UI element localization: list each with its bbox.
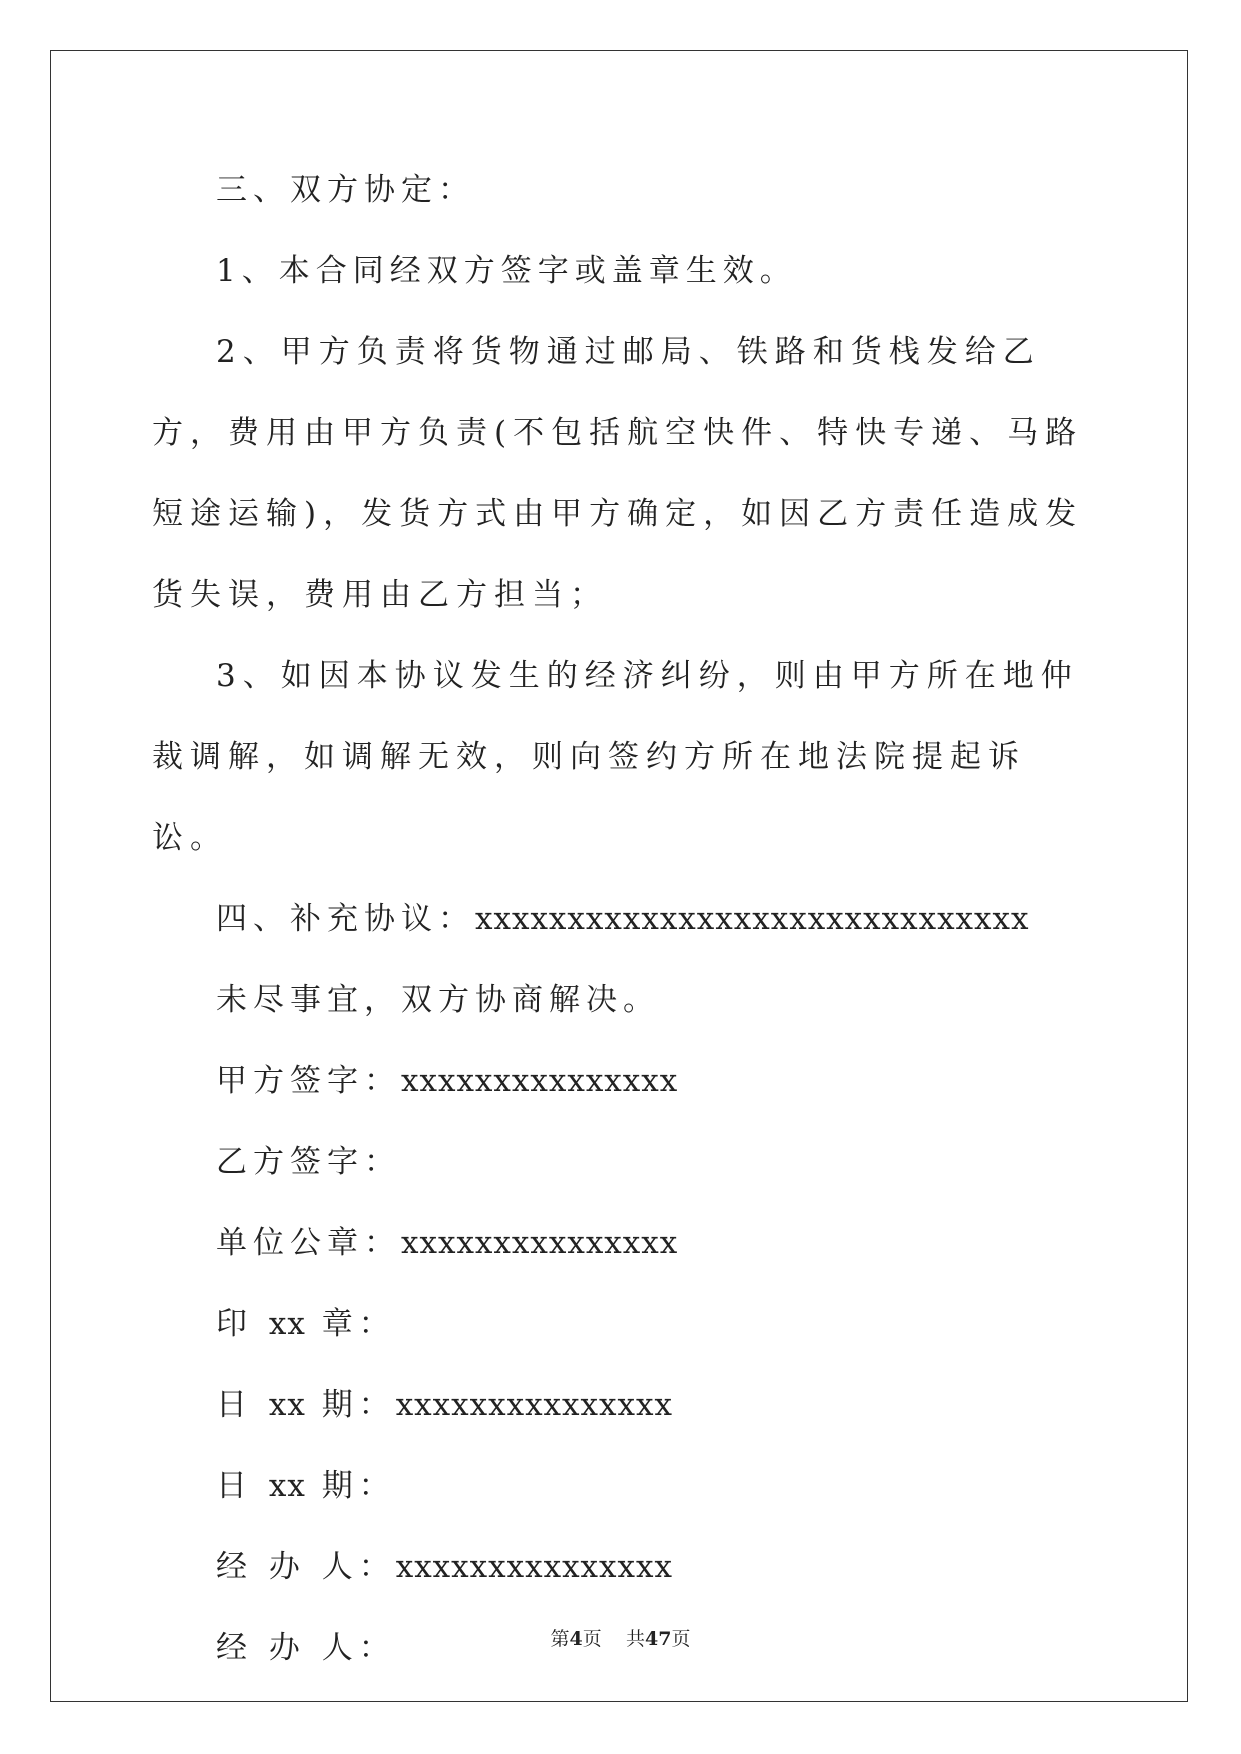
date-line-2 [152,1446,1092,1527]
date1-value: xxxxxxxxxxxxxxx [395,1387,673,1423]
date1-label-mid: xx [268,1387,306,1423]
date-line-1 [152,1365,1092,1446]
handler-line-1 [152,1527,1092,1608]
seal-label-pre: 印 [216,1306,253,1342]
page-footer [0,1624,1241,1651]
unresolved-matters: 未尽事宜，双方协商解决。 [216,982,660,1018]
section-4-supplement [152,879,1092,960]
total-suffix: 页 [671,1628,691,1650]
unit-seal-label: 单位公章： [216,1225,401,1261]
party-a-signature-label: 甲方签字： [216,1063,401,1099]
total-prefix: 共 [625,1628,645,1650]
seal-label-mid: xx [268,1306,306,1342]
date2-label-mid: xx [268,1468,306,1504]
unit-seal [152,1203,1092,1284]
handler2-label: 经 办 人： [216,1630,396,1666]
handler1-value: xxxxxxxxxxxxxxx [395,1549,673,1585]
date2-label-pre: 日 [216,1468,253,1504]
page-suffix: 页 [582,1628,602,1650]
date1-label-pre: 日 [216,1387,253,1423]
unit-seal-value: xxxxxxxxxxxxxxx [401,1225,679,1261]
date2-label-post: 期： [321,1468,396,1504]
handler1-label: 经 办 人： [216,1549,396,1585]
party-b-signature [152,1122,1092,1203]
date1-label-post: 期： [321,1387,396,1423]
page-number: 4 [569,1628,583,1650]
clause-3: 3、如因本协议发生的经济纠纷，则由甲方所在地仲裁调解，如调解无效，则向签约方所在地法院提起诉讼。 [152,658,1079,856]
section-3-title: 三、双方协定： [216,172,475,208]
section-4-label: 四、补充协议： [216,901,475,937]
seal-line [152,1284,1092,1365]
section-4-value: xxxxxxxxxxxxxxxxxxxxxxxxxxxxxx [475,901,1030,937]
total-pages: 47 [644,1628,672,1650]
party-a-signature [152,1041,1092,1122]
clause-2: 2、甲方负责将货物通过邮局、铁路和货栈发给乙方，费用由甲方负责(不包括航空快件、特快专递、马路短途运输)，发货方式由甲方确定，如因乙方责任造成发货失误，费用由乙方担当； [152,334,1084,613]
party-b-signature-label: 乙方签字： [216,1144,401,1180]
seal-label-post: 章： [321,1306,396,1342]
page-prefix: 第 [550,1628,570,1650]
clause-1: 1、本合同经双方签字或盖章生效。 [216,253,797,289]
document-body [152,150,1092,1689]
party-a-signature-value: xxxxxxxxxxxxxxx [401,1063,679,1099]
